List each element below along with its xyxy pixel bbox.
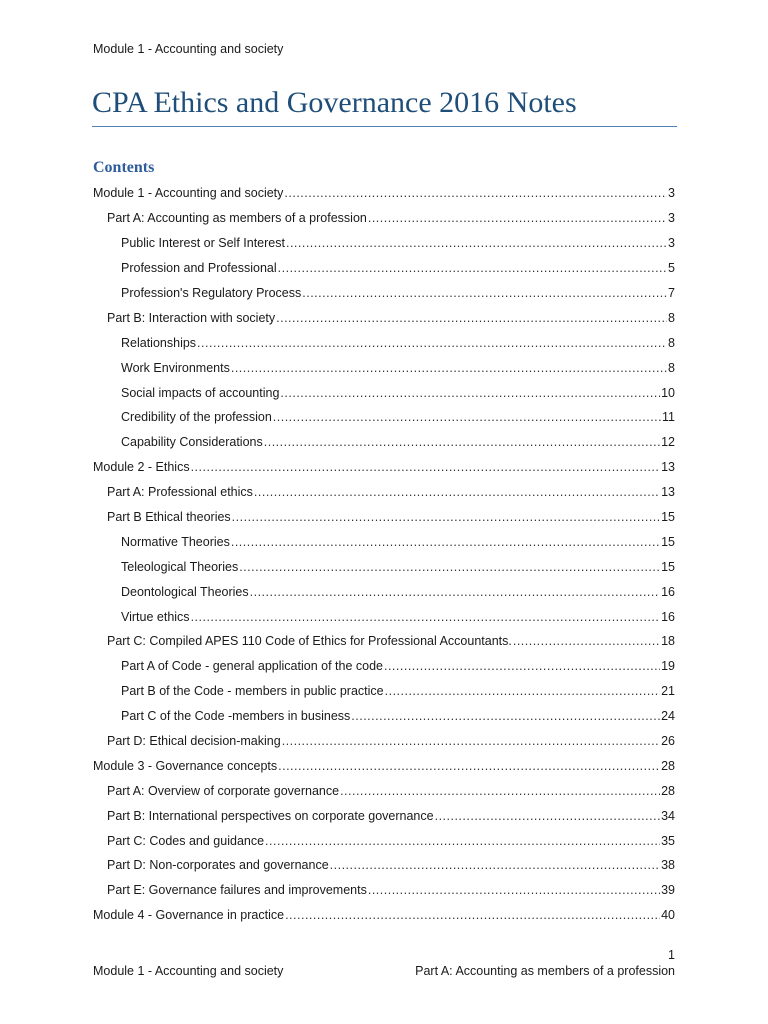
toc-entry-label: Part A: Professional ethics <box>107 485 253 500</box>
toc-dot-leader <box>385 684 660 698</box>
contents-heading: Contents <box>93 159 155 176</box>
toc-entry-page: 10 <box>661 385 675 400</box>
toc-entry-label: Part E: Governance failures and improvements <box>107 883 367 898</box>
toc-entry-page: 5 <box>668 261 675 276</box>
toc-entry-page: 38 <box>661 858 675 873</box>
toc-entry[interactable] <box>93 878 675 903</box>
toc-entry[interactable] <box>93 803 675 828</box>
toc-entry-page: 34 <box>661 808 675 823</box>
toc-entry[interactable] <box>93 778 675 803</box>
toc-dot-leader <box>278 759 660 773</box>
toc-entry-page: 11 <box>662 410 675 425</box>
toc-entry-page: 12 <box>661 435 675 450</box>
toc-entry-label: Part B Ethical theories <box>107 510 231 525</box>
toc-dot-leader <box>513 634 660 648</box>
toc-entry-label: Deontological Theories <box>121 584 249 599</box>
toc-entry-page: 39 <box>661 883 675 898</box>
toc-entry-label: Part A of Code - general application of the code <box>121 659 383 674</box>
toc-entry-page: 15 <box>661 510 675 525</box>
toc-entry-label: Part C: Codes and guidance <box>107 833 265 848</box>
toc-entry-label: Part A: Accounting as members of a profession <box>107 211 367 226</box>
toc-dot-leader <box>384 659 660 673</box>
toc-dot-leader <box>191 460 661 474</box>
toc-dot-leader <box>368 883 660 897</box>
toc-entry[interactable] <box>93 231 675 256</box>
toc-dot-leader <box>276 311 667 325</box>
toc-entry[interactable] <box>93 206 675 231</box>
page-number: 1 <box>668 948 675 962</box>
toc-entry-page: 28 <box>661 783 675 798</box>
toc-entry-page: 15 <box>661 559 675 574</box>
toc-entry[interactable] <box>93 405 675 430</box>
toc-entry[interactable] <box>93 330 675 355</box>
toc-dot-leader <box>231 535 660 549</box>
toc-entry-page: 40 <box>661 908 675 923</box>
toc-entry-label: Module 1 - Accounting and society <box>93 186 284 201</box>
toc-dot-leader <box>302 286 667 300</box>
toc-entry-page: 7 <box>668 286 675 300</box>
toc-entry-label: Credibility of the profession <box>121 410 272 425</box>
toc-entry-page: 19 <box>661 659 675 674</box>
toc-entry-label: Capability Considerations <box>121 435 263 450</box>
toc-entry[interactable] <box>93 529 675 554</box>
toc-entry-page: 26 <box>661 734 675 749</box>
toc-entry[interactable] <box>93 305 675 330</box>
toc-dot-leader <box>368 211 667 225</box>
toc-entry[interactable] <box>93 753 675 778</box>
toc-entry-label: Part D: Non-corporates and governance <box>107 858 329 873</box>
toc-entry-page: 13 <box>661 460 675 475</box>
toc-entry[interactable] <box>93 281 675 306</box>
toc-entry[interactable] <box>93 604 675 629</box>
toc-dot-leader <box>280 386 660 400</box>
document-title: CPA Ethics and Governance 2016 Notes <box>92 86 677 127</box>
toc-entry-label: Part B: International perspectives on corporate governance <box>107 808 434 823</box>
toc-entry-label: Part C: Compiled APES 110 Code of Ethics for Professional Accountants. <box>107 634 512 649</box>
toc-entry-label: Teleological Theories <box>121 559 239 574</box>
toc-entry[interactable] <box>93 380 675 405</box>
toc-entry-page: 21 <box>661 684 675 699</box>
toc-entry-label: Profession and Professional <box>121 261 277 276</box>
toc-entry-page: 8 <box>668 360 675 375</box>
toc-entry-label: Relationships <box>121 335 197 350</box>
toc-entry-page: 35 <box>661 833 675 848</box>
toc-dot-leader <box>282 734 660 748</box>
toc-entry-page: 16 <box>661 584 675 599</box>
toc-dot-leader <box>250 585 660 599</box>
toc-entry-label: Social impacts of accounting <box>121 385 280 400</box>
toc-entry-page: 28 <box>661 758 675 773</box>
toc-entry[interactable] <box>93 629 675 654</box>
toc-entry[interactable] <box>93 181 675 206</box>
toc-entry-label: Part C of the Code -members in business <box>121 709 351 724</box>
toc-entry[interactable] <box>93 579 675 604</box>
toc-dot-leader <box>232 510 660 524</box>
toc-dot-leader <box>284 186 667 200</box>
toc-dot-leader <box>285 908 660 922</box>
toc-entry-page: 24 <box>661 709 675 724</box>
toc-entry-page: 3 <box>668 236 675 251</box>
toc-dot-leader <box>231 361 667 375</box>
footer-left: Module 1 - Accounting and society <box>93 964 284 978</box>
toc-entry[interactable] <box>93 430 675 455</box>
toc-entry[interactable] <box>93 729 675 754</box>
toc-entry[interactable] <box>93 704 675 729</box>
toc-entry-label: Part A: Overview of corporate governance <box>107 783 340 798</box>
toc-dot-leader <box>197 336 667 350</box>
toc-dot-leader <box>254 485 660 499</box>
toc-entry-label: Part D: Ethical decision-making <box>107 734 281 749</box>
toc-entry-page: 8 <box>668 310 675 325</box>
toc-entry-page: 3 <box>668 211 675 226</box>
toc-dot-leader <box>435 809 661 823</box>
toc-dot-leader <box>351 709 660 723</box>
toc-entry[interactable] <box>93 654 675 679</box>
toc-entry-label: Part B: Interaction with society <box>107 310 276 325</box>
toc-entry[interactable] <box>93 505 675 530</box>
running-header: Module 1 - Accounting and society <box>93 42 284 56</box>
toc-entry[interactable] <box>93 853 675 878</box>
toc-entry-label: Virtue ethics <box>121 609 190 624</box>
toc-entry-page: 15 <box>661 534 675 549</box>
toc-dot-leader <box>191 610 661 624</box>
toc-dot-leader <box>330 858 660 872</box>
toc-dot-leader <box>273 410 661 424</box>
toc-entry-label: Module 2 - Ethics <box>93 460 190 475</box>
toc-entry-label: Normative Theories <box>121 534 230 549</box>
toc-entry[interactable] <box>93 554 675 579</box>
toc-dot-leader <box>239 560 660 574</box>
toc-entry-label: Profession's Regulatory Process <box>121 286 302 300</box>
toc-entry-page: 13 <box>661 485 675 500</box>
toc-entry-label: Module 4 - Governance in practice <box>93 908 285 923</box>
toc-entry-label: Public Interest or Self Interest <box>121 236 285 251</box>
toc-dot-leader <box>264 435 660 449</box>
toc-entry[interactable] <box>93 903 675 928</box>
toc-entry-page: 16 <box>661 609 675 624</box>
toc-dot-leader <box>278 261 667 275</box>
toc-entry-page: 18 <box>661 634 675 649</box>
toc-entry-label: Work Environments <box>121 360 230 375</box>
toc-entry-label: Module 3 - Governance concepts <box>93 758 278 773</box>
toc-dot-leader <box>286 236 667 250</box>
toc-entry-label: Part B of the Code - members in public practice <box>121 684 384 699</box>
toc-entry[interactable] <box>93 256 675 281</box>
toc-dot-leader <box>340 784 660 798</box>
toc-entry-page: 3 <box>668 186 675 201</box>
toc-entry[interactable] <box>93 455 675 480</box>
toc-entry[interactable] <box>93 355 675 380</box>
toc-entry-page: 8 <box>668 335 675 350</box>
footer-right: Part A: Accounting as members of a profession <box>415 964 675 978</box>
toc-dot-leader <box>265 834 660 848</box>
table-of-contents <box>93 181 675 928</box>
toc-entry[interactable] <box>93 828 675 853</box>
toc-entry[interactable] <box>93 480 675 505</box>
toc-entry[interactable] <box>93 679 675 704</box>
